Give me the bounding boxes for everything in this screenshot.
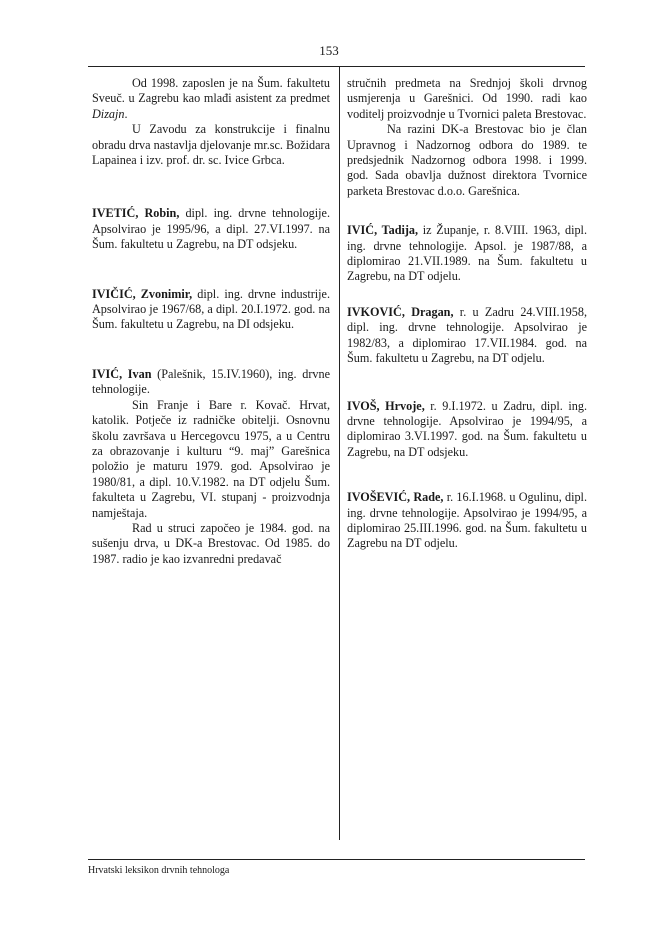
entry-text: dipl. ing. drvne tehnologije. Apsolvirao je 1995/96, a dipl. 27.VI.1997. na Šum. fakultetu u Zagrebu, na DT odsjeku. [92, 206, 330, 252]
entry-ivosevic-rade [347, 490, 587, 552]
entry-text: r. 16.I.1968. u Ogulinu, dipl. ing. drvne tehnologije. Apsolvirao je 1994/95, a diplomirao 25.III.1996. god. na Šum. fakultetu u Zagrebu na DT odjelu. [347, 490, 587, 551]
entry-ivkovic-dragan [347, 305, 587, 367]
entry-text: iz Županje, r. 8.VIII. 1963, dipl. ing. drvne tehnologije. Apsol. je 1987/88, a diplomirao 21.VII.1989. na Šum. fakultetu u Zagrebu, na DT odjelu. [347, 223, 587, 284]
page-number: 153 [319, 43, 339, 58]
header-rule [88, 66, 585, 67]
entry-ivic-ivan [92, 367, 330, 398]
entry-headword: IVIČIĆ, Zvonimir, [92, 286, 193, 301]
entry-headword: IVOŠ, Hrvoje, [347, 398, 425, 413]
footer-rule [88, 859, 585, 860]
entry-ivetic-robin [92, 206, 330, 252]
entry-ivic-tadija [347, 223, 587, 285]
intro-paragraph-2: U Zavodu za konstrukcije i finalnu obradu drva nastavlja djelovanje mr.sc. Božidara Lapainea i izv. prof. dr. sc. Ivice Grbca. [92, 122, 330, 168]
entry-text: r. 9.I.1972. u Zadru, dipl. ing. drvne tehnologije. Apsolvirao je 1994/95, a diplomirao 3.VI.1997. god. na Šum. fakultetu u Zagrebu, na DT odsjeku. [347, 398, 587, 459]
column-divider [339, 66, 340, 840]
entry-headword: IVOŠEVIĆ, Rade, [347, 490, 444, 505]
entry-headword: IVETIĆ, Robin, [92, 206, 180, 221]
entry-ivicic-zvonimir [92, 287, 330, 333]
left-column [92, 76, 330, 567]
entry-headword: IVIĆ, Tadija, [347, 223, 419, 238]
entry-ivos-hrvoje [347, 399, 587, 461]
entry-paragraph: Rad u struci započeo je 1984. god. na sušenju drva, u DK-a Brestovac. Od 1985. do 1987. radio je kao izvanredni predavač [92, 520, 330, 566]
intro-paragraph [92, 76, 330, 122]
footer-title: Hrvatski leksikon drvnih tehnologa [88, 865, 230, 876]
entry-paragraph: Sin Franje i Bare r. Kovač. Hrvat, katolik. Potječe iz radničke obitelji. Osnovnu školu završava u Hercegovcu 1975, a u Centru za obrazovanje i kulturu “9. maj” Garešnica položio je maturu 1979. god. Apsolvirao je 1980/81, a dipl. 10.V.1982. na DT odjelu Šum. fakulteta u Zagrebu, VI. stupanj - proizvodnja namještaja. [92, 397, 330, 520]
intro-text: Od 1998. zaposlen je na Šum. fakultetu Sveuč. u Zagrebu kao mlađi asistent za predmet [92, 76, 330, 106]
right-column [347, 76, 587, 552]
continued-paragraph-2: Na razini DK-a Brestovac bio je član Upravnog i Nadzornog odbora do 1989. te predsjednik Nadzornog odbora 1998. i 1999. god. Sada obavlja dužnost direktora Tvornice parketa Brestovac d.o.o. Garešnica. [347, 122, 587, 198]
intro-text-end: . [124, 106, 128, 121]
entry-text: (Palešnik, 15.IV.1960), ing. drvne tehnologije. [92, 366, 330, 397]
entry-text: dipl. ing. drvne industrije. Apsolvirao je 1967/68, a dipl. 20.I.1972. god. na Šum. fakultetu u Zagrebu, na DI odsjeku. [92, 286, 330, 332]
course-name: Dizajn [92, 106, 125, 121]
entry-headword: IVIĆ, Ivan [92, 366, 152, 381]
continued-paragraph: stručnih predmeta na Srednjoj školi drvnog usmjerenja u Garešnici. Od 1990. radi kao voditelj proizvodnje u Tvornici paleta Brestovac. [347, 76, 587, 121]
entry-text: r. u Zadru 24.VIII.1958, dipl. ing. drvne tehnologije. Apsolvirao je 1982/83, a diplomirao 17.VII.1984. god. na Šum. fakultetu u Zagrebu, na DT odjelu. [347, 304, 587, 366]
entry-headword: IVKOVIĆ, Dragan, [347, 304, 454, 319]
